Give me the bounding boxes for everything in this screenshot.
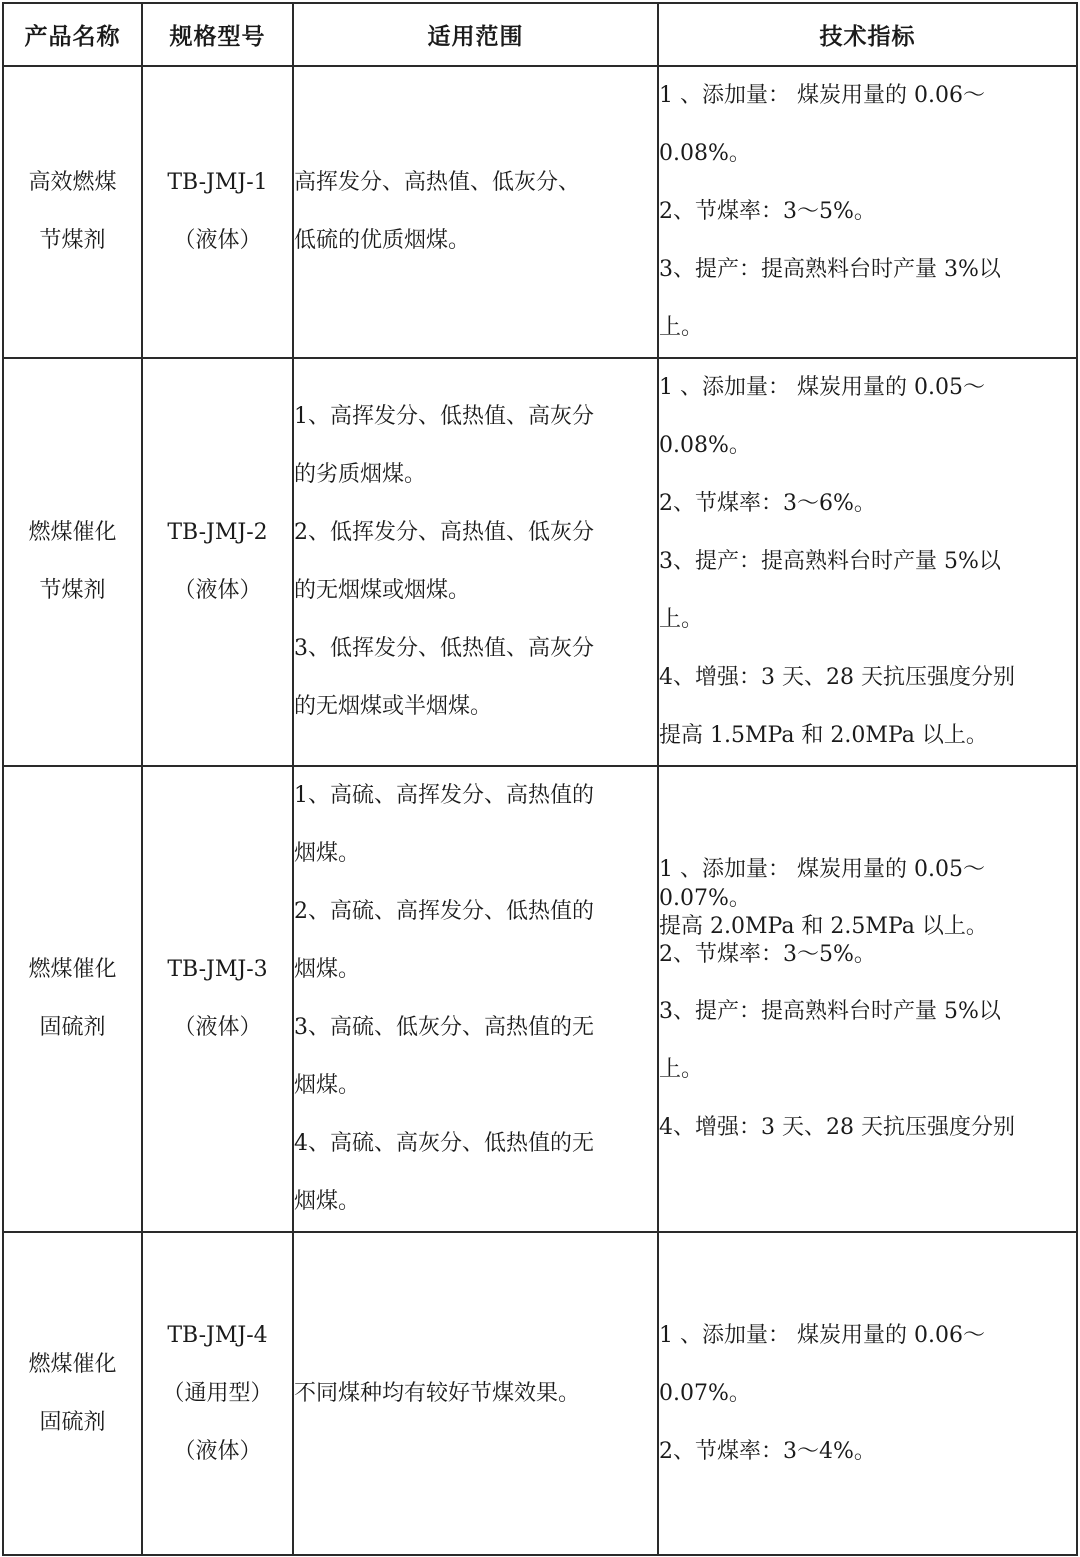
product-name-line: 燃煤催化: [28, 520, 117, 545]
model-line: （液体）: [173, 1015, 262, 1040]
product-name-line: 节煤剂: [39, 228, 106, 253]
model-cell: [142, 358, 293, 766]
model-line: （液体）: [173, 578, 262, 603]
tech-spec-line: 1 、添加量： 煤炭用量的 0.06～: [659, 1322, 985, 1348]
product-name-line: 高效燃煤: [28, 170, 117, 195]
product-name-cell: [3, 766, 142, 1232]
product-name-line: 燃煤催化: [28, 1351, 117, 1377]
tech-spec-line: 0.07%。: [659, 1380, 751, 1406]
scope-line: 烟煤。: [294, 957, 361, 982]
scope-cell: [293, 1232, 658, 1555]
scope-line: 的劣质烟煤。: [294, 462, 427, 487]
table-row: [3, 1232, 1077, 1555]
scope-line: 烟煤。: [294, 1189, 361, 1214]
scope-line: 3、低挥发分、低热值、高灰分: [294, 636, 594, 661]
scope-line: 的无烟煤或烟煤。: [294, 578, 471, 603]
scope-cell: [293, 66, 658, 358]
tech-spec-line: 1 、添加量： 煤炭用量的 0.06～: [659, 83, 985, 108]
tech-spec-line: 2、节煤率：3～6%。: [659, 491, 876, 516]
product-name-cell: [3, 358, 142, 766]
product-name-line: 燃煤催化: [28, 957, 117, 982]
tech-spec-line: 0.07%。: [659, 886, 751, 911]
tech-spec-line: 上。: [659, 315, 704, 340]
tech-spec-cell: [658, 1232, 1077, 1555]
tech-spec-line: 0.08%。: [659, 141, 751, 166]
scope-line: 低硫的优质烟煤。: [294, 228, 471, 253]
scope-line: 的无烟煤或半烟煤。: [294, 694, 493, 719]
tech-spec-line: 0.08%。: [659, 433, 751, 458]
tech-spec-line: 3、提产：提高熟料台时产量 3%以: [659, 257, 1001, 282]
header-tech-specs: 技术指标: [658, 3, 1077, 66]
scope-line: 3、高硫、低灰分、高热值的无: [294, 1015, 594, 1040]
tech-spec-cell: [658, 358, 1077, 766]
product-name-cell: [3, 1232, 142, 1555]
tech-spec-line: 2、节煤率：3～5%。: [659, 942, 876, 967]
model-line: TB-JMJ-2: [167, 520, 268, 545]
scope-line: 不同煤种均有较好节煤效果。: [294, 1380, 581, 1406]
model-line: （通用型）: [162, 1380, 273, 1406]
model-line: TB-JMJ-3: [167, 957, 268, 982]
tech-spec-line: 上。: [659, 607, 704, 632]
tech-spec-line: 1 、添加量： 煤炭用量的 0.05～: [659, 857, 985, 882]
model-line: TB-JMJ-1: [167, 170, 268, 195]
header-scope: 适用范围: [293, 3, 658, 66]
table-row: [3, 766, 1077, 1232]
scope-line: 烟煤。: [294, 1073, 361, 1098]
scope-line: 高挥发分、高热值、低灰分、: [294, 170, 581, 195]
tech-spec-line: 4、增强：3 天、28 天抗压强度分别: [659, 1115, 1015, 1140]
scope-line: 烟煤。: [294, 841, 361, 866]
scope-line: 1、高硫、高挥发分、高热值的: [294, 783, 594, 808]
header-product-name: 产品名称: [3, 3, 142, 66]
header-model: 规格型号: [142, 3, 293, 66]
tech-spec-line: 3、提产：提高熟料台时产量 5%以: [659, 999, 1001, 1024]
tech-spec-line: 2、节煤率：3～4%。: [659, 1438, 876, 1464]
model-line: （液体）: [173, 1438, 262, 1464]
tech-spec-line: 3、提产：提高熟料台时产量 5%以: [659, 549, 1001, 574]
model-line: TB-JMJ-4: [167, 1322, 268, 1348]
tech-spec-line: 提高 2.0MPa 和 2.5MPa 以上。: [659, 914, 988, 939]
tech-spec-line: 4、增强：3 天、28 天抗压强度分别: [659, 665, 1015, 690]
product-name-line: 固硫剂: [39, 1409, 106, 1435]
scope-cell: [293, 766, 658, 1232]
scope-line: 4、高硫、高灰分、低热值的无: [294, 1131, 594, 1156]
tech-spec-line: 上。: [659, 1057, 704, 1082]
scope-line: 2、低挥发分、高热值、低灰分: [294, 520, 594, 545]
model-cell: [142, 66, 293, 358]
tech-spec-cell: [658, 66, 1077, 358]
product-spec-table: [2, 2, 1078, 1556]
header-row: [3, 3, 1077, 66]
product-name-line: 节煤剂: [39, 578, 106, 603]
table-row: [3, 66, 1077, 358]
tech-spec-cell: [658, 766, 1077, 1232]
scope-line: 1、高挥发分、低热值、高灰分: [294, 404, 594, 429]
product-name-line: 固硫剂: [39, 1015, 106, 1040]
tech-spec-line: 1 、添加量： 煤炭用量的 0.05～: [659, 375, 985, 400]
model-cell: [142, 766, 293, 1232]
tech-spec-line: 2、节煤率：3～5%。: [659, 199, 876, 224]
tech-spec-line: 提高 1.5MPa 和 2.0MPa 以上。: [659, 723, 988, 748]
table-row: [3, 358, 1077, 766]
model-cell: [142, 1232, 293, 1555]
product-name-cell: [3, 66, 142, 358]
model-line: （液体）: [173, 228, 262, 253]
scope-cell: [293, 358, 658, 766]
scope-line: 2、高硫、高挥发分、低热值的: [294, 899, 594, 924]
